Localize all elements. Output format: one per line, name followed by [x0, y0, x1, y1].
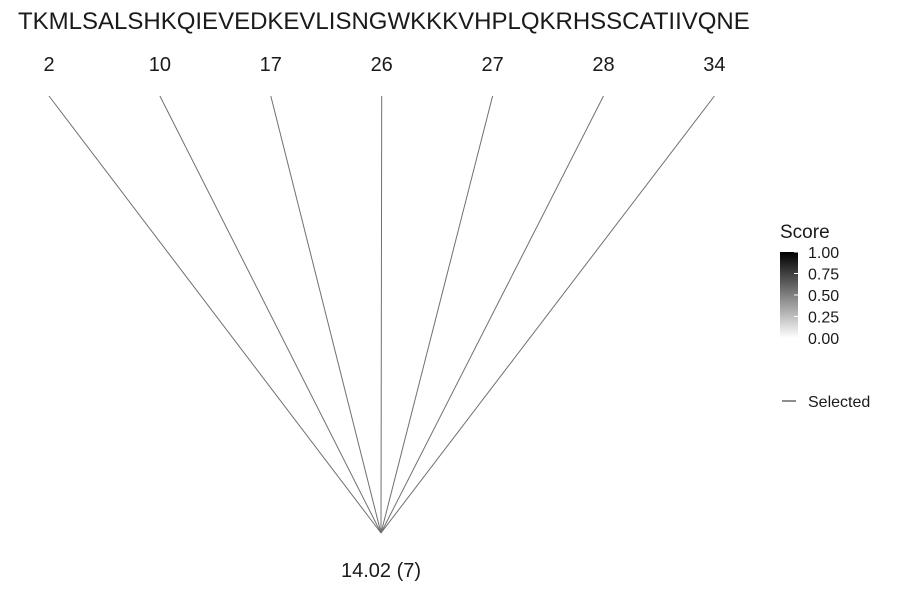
legend [780, 222, 870, 411]
legend-tick: 0.25 [808, 309, 840, 327]
edge-2 [49, 96, 381, 533]
position-labels [43, 54, 725, 76]
edge-27 [381, 96, 493, 533]
legend-selected-label: Selected [808, 394, 871, 411]
position-label: 28 [592, 54, 615, 76]
legend-tick: 0.75 [808, 266, 840, 284]
edge-28 [381, 96, 604, 533]
legend-ticks [794, 245, 839, 348]
position-label: 10 [148, 54, 172, 76]
position-label: 27 [481, 54, 504, 76]
position-label: 2 [43, 54, 55, 76]
legend-tick: 0.50 [808, 288, 840, 305]
edges [49, 96, 714, 533]
position-label: 34 [703, 54, 726, 76]
root-label: 14.02 (7) [340, 560, 422, 582]
legend-tick: 0.00 [808, 331, 840, 348]
sequence-label: TKMLSALSHKQIEVEDKEVLISNGWKKKVHPLQKRHSSCATIIVQNE [18, 8, 750, 35]
edge-34 [381, 96, 714, 533]
legend-title: Score [780, 222, 830, 243]
position-label: 26 [370, 54, 393, 76]
position-label: 17 [259, 54, 282, 76]
edge-10 [160, 96, 381, 533]
edge-26 [381, 96, 382, 533]
legend-tick: 1.00 [808, 245, 840, 262]
edge-17 [271, 96, 381, 533]
